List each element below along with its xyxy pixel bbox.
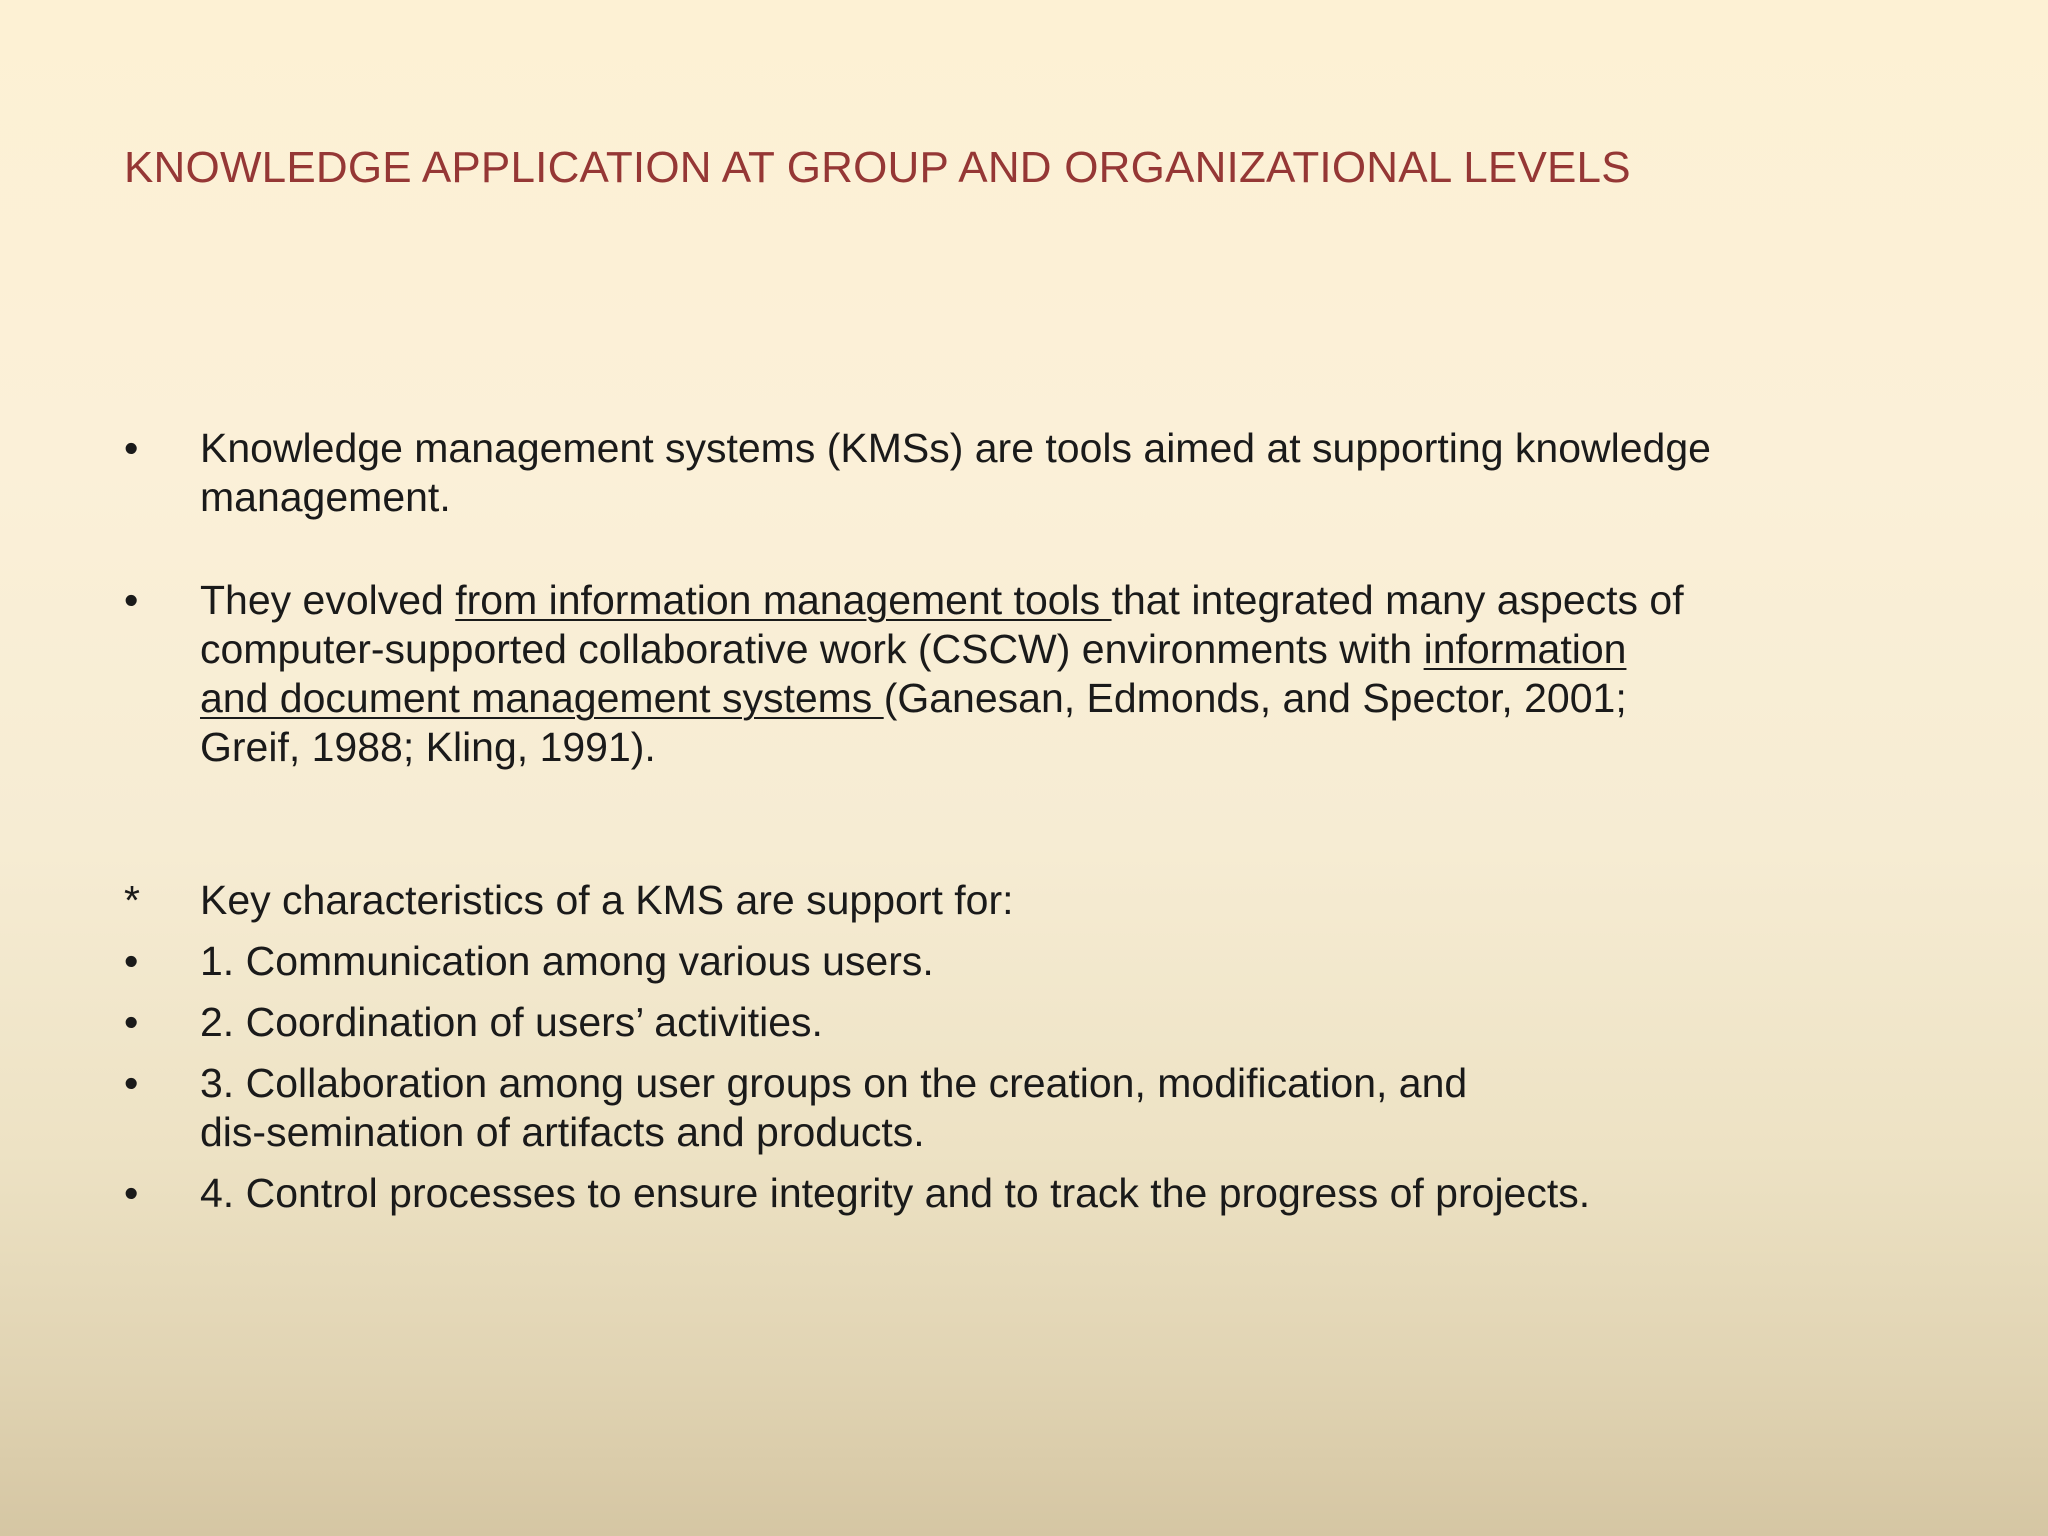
bullet-kms-definition bbox=[124, 424, 1924, 522]
intro-text: Key characteristics of a KMS are support for: bbox=[200, 877, 1014, 923]
bullet-marker: • bbox=[124, 1170, 139, 1216]
slide-title: KNOWLEDGE APPLICATION AT GROUP AND ORGANIZATIONAL LEVELS bbox=[124, 143, 1631, 192]
bullet-text-line bbox=[200, 625, 1924, 674]
underlined-phrase: and document management systems bbox=[200, 675, 884, 721]
bullet-text-line: management. bbox=[200, 474, 451, 520]
text-run: that integrated many aspects of bbox=[1111, 577, 1684, 623]
underlined-phrase: from information management tools bbox=[455, 577, 1112, 623]
characteristic-text: 3. Collaboration among user groups on the creation, modification, and bbox=[200, 1060, 1468, 1106]
text-run: computer-supported collaborative work (CSCW) environments with bbox=[200, 626, 1424, 672]
bullet-marker: • bbox=[124, 577, 139, 623]
characteristic-item bbox=[124, 1059, 1924, 1157]
text-run: (Ganesan, Edmonds, and Spector, 2001; bbox=[883, 675, 1627, 721]
slide-body bbox=[124, 424, 1924, 1218]
bullet-text-line bbox=[200, 674, 1924, 723]
characteristics-intro bbox=[124, 876, 1924, 925]
bullet-marker: • bbox=[124, 999, 139, 1045]
underlined-phrase: information bbox=[1423, 626, 1627, 672]
characteristic-item bbox=[124, 937, 1924, 986]
characteristic-text: 1. Communication among various users. bbox=[200, 938, 934, 984]
text-run: They evolved bbox=[200, 577, 456, 623]
characteristic-item bbox=[124, 1169, 1924, 1218]
characteristic-item bbox=[124, 998, 1924, 1047]
bullet-text-line: Knowledge management systems (KMSs) are tools aimed at supporting knowledge bbox=[200, 425, 1711, 471]
star-marker: * bbox=[124, 877, 140, 923]
bullet-marker: • bbox=[124, 1060, 139, 1106]
bullet-marker: • bbox=[124, 938, 139, 984]
bullet-text-line bbox=[200, 576, 1924, 625]
bullet-marker: • bbox=[124, 425, 139, 471]
characteristic-text: 4. Control processes to ensure integrity and to track the progress of projects. bbox=[200, 1170, 1591, 1216]
bullet-kms-evolution bbox=[124, 576, 1924, 772]
characteristic-text: 2. Coordination of users’ activities. bbox=[200, 999, 823, 1045]
bullet-text-line: Greif, 1988; Kling, 1991). bbox=[200, 724, 656, 770]
characteristic-text: dis-semination of artifacts and products. bbox=[200, 1109, 925, 1155]
